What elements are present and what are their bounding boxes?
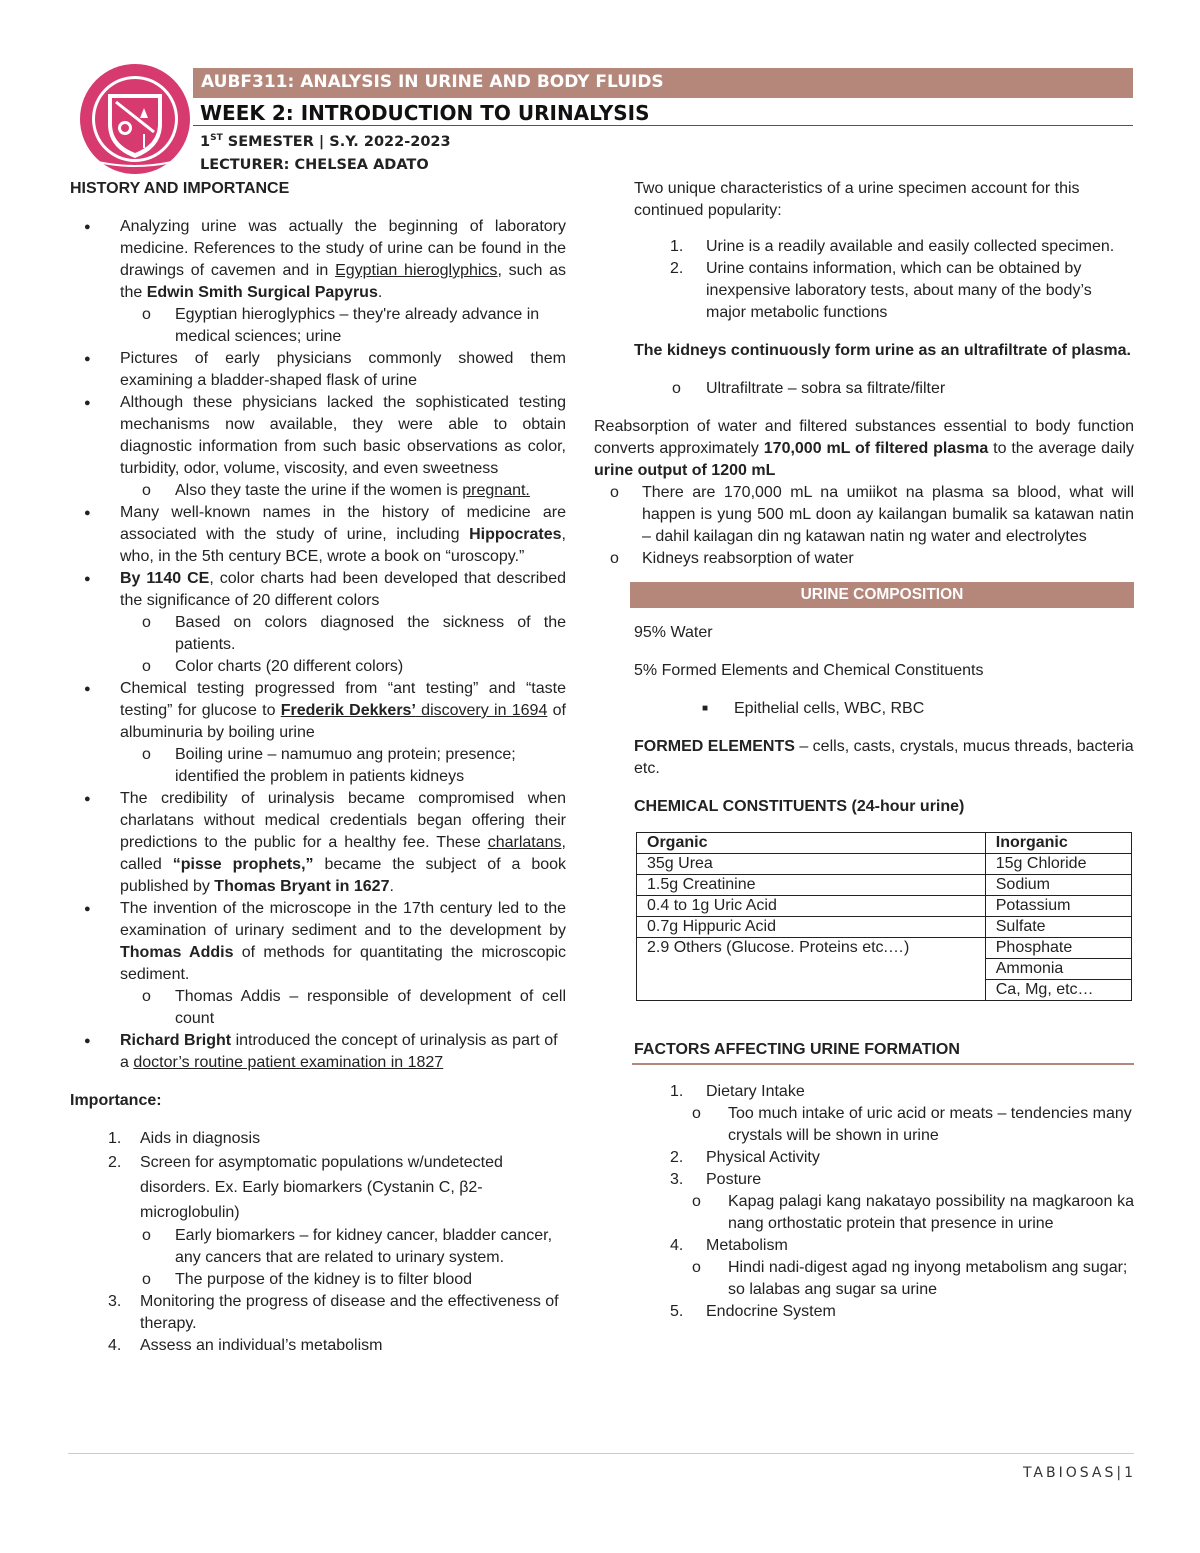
- table-cell: 0.4 to 1g Uric Acid: [637, 896, 986, 917]
- list-item: o Thomas Addis – responsible of development of cell count: [70, 986, 566, 1030]
- table-cell: 35g Urea: [637, 854, 986, 875]
- semester-info: 1ST SEMESTER | S.Y. 2022-2023: [200, 133, 451, 150]
- table-cell: Ca, Mg, etc…: [985, 980, 1131, 1001]
- urine-composition-bar: URINE COMPOSITION: [630, 582, 1134, 608]
- list-item: 1. Dietary Intake: [670, 1083, 805, 1100]
- list-item: 2. Screen for asymptomatic populations w/undetected disorders. Ex. Early biomarkers (Cystanin C, β2-microglobulin): [108, 1154, 503, 1221]
- table-header-inorganic: Inorganic: [985, 833, 1131, 854]
- list-item: o Kidneys reabsorption of water: [610, 550, 854, 567]
- list-item: 3. Monitoring the progress of disease and the effectiveness of therapy.: [108, 1293, 559, 1332]
- list-item: o There are 170,000 mL na umiikot na plasma sa blood, what will happen is yung 500 mL doon ay kailangan bumalik sa katawan natin – dahil kailagan din ng katawan natin ng water and electrolytes: [610, 484, 1134, 545]
- list-item: 4. Assess an individual’s metabolism: [108, 1337, 383, 1354]
- table-header-organic: Organic: [637, 833, 986, 854]
- lecturer-info: LECTURER: CHELSEA ADATO: [200, 157, 429, 173]
- table-cell: Potassium: [985, 896, 1131, 917]
- list-item: 4. Metabolism: [670, 1237, 788, 1254]
- table-cell: 1.5g Creatinine: [637, 875, 986, 896]
- formed-elements-definition: FORMED ELEMENTS – cells, casts, crystals, mucus threads, bacteria etc.: [634, 738, 1134, 777]
- list-item: ● The credibility of urinalysis became compromised when charlatans without medical credentials began offering their predictions to the public for a healthy fee. These charlatans, called “pisse prophets,” became the subject of a book published by Thomas Bryant in 1627.: [70, 788, 566, 898]
- list-item: 5. Endocrine System: [670, 1303, 836, 1320]
- chemical-constituents-table: [636, 832, 1132, 1001]
- table-cell: Phosphate: [985, 938, 1131, 959]
- footer-author: TABIOSAS: [1022, 1465, 1117, 1481]
- list-item: ● Chemical testing progressed from “ant testing” and “taste testing” for glucose to Frederik Dekkers’ discovery in 1694 of albuminuria by boiling urine: [70, 678, 566, 744]
- page-header: [0, 0, 1200, 180]
- list-item: o Early biomarkers – for kidney cancer, bladder cancer, any cancers that are related to urinary system.: [70, 1225, 566, 1269]
- list-item: 2. Physical Activity: [670, 1149, 820, 1166]
- page-number: 1: [1124, 1465, 1136, 1481]
- list-item: 3. Posture: [670, 1171, 762, 1188]
- list-item: o Kapag palagi kang nakatayo possibility na magkaroon ka nang orthostatic protein that presence in urine: [692, 1193, 1134, 1232]
- importance-list: [70, 1128, 566, 1357]
- right-column: [594, 178, 1134, 1323]
- kidneys-statement: The kidneys continuously form urine as an ultrafiltrate of plasma.: [634, 342, 1131, 359]
- list-item: ● Many well-known names in the history of medicine are associated with the study of urine, including Hippocrates, who, in the 5th century BCE, wrote a book on “uroscopy.”: [70, 502, 566, 568]
- list-item: ● The invention of the microscope in the 17th century led to the examination of urinary sediment and to the development by Thomas Addis of methods for quantitating the microscopic sediment.: [70, 898, 566, 986]
- list-item: 1. Aids in diagnosis: [108, 1130, 261, 1147]
- list-item: o Hindi nadi-digest agad ng inyong metabolism ang sugar; so lalabas ang sugar sa urine: [692, 1259, 1128, 1298]
- history-heading: HISTORY AND IMPORTANCE: [70, 180, 290, 197]
- course-title: AUBF311: ANALYSIS IN URINE AND BODY FLUIDS: [201, 72, 664, 92]
- list-item: o Also they taste the urine if the women is pregnant.: [70, 480, 566, 502]
- page-footer: TABIOSAS|1: [1022, 1465, 1136, 1481]
- list-item: ● Richard Bright introduced the concept of urinalysis as part of a doctor’s routine patient examination in 1827: [70, 1030, 566, 1074]
- formed-sub-item: ■ Epithelial cells, WBC, RBC: [702, 700, 925, 717]
- title-divider: [193, 125, 1133, 126]
- characteristics-list: [594, 236, 1134, 324]
- week-title: WEEK 2: INTRODUCTION TO URINALYSIS: [200, 101, 650, 125]
- formed-percentage: 5% Formed Elements and Chemical Constituents: [634, 662, 984, 679]
- table-cell: 0.7g Hippuric Acid: [637, 917, 986, 938]
- course-title-bar: [193, 68, 1133, 98]
- history-list: [70, 216, 566, 1074]
- factors-heading: FACTORS AFFECTING URINE FORMATION: [634, 1041, 960, 1058]
- list-item: o The purpose of the kidney is to filter blood: [70, 1269, 566, 1291]
- table-cell: Sulfate: [985, 917, 1131, 938]
- list-item: o Egyptian hieroglyphics – they're already advance in medical sciences; urine: [70, 304, 566, 348]
- list-item: 1. Urine is a readily available and easily collected specimen.: [670, 238, 1115, 255]
- importance-heading: Importance:: [70, 1092, 162, 1109]
- list-item: o Boiling urine – namumuo ang protein; presence; identified the problem in patients kidneys: [70, 744, 566, 788]
- left-column: [70, 178, 566, 1357]
- factors-list: [594, 1081, 1134, 1323]
- intro-paragraph: Two unique characteristics of a urine specimen account for this continued popularity:: [634, 180, 1080, 219]
- table-cell: 2.9 Others (Glucose. Proteins etc.…): [637, 938, 986, 1001]
- list-item: ● By 1140 CE, color charts had been developed that described the significance of 20 different colors: [70, 568, 566, 612]
- ultrafiltrate-note: o Ultrafiltrate – sobra sa filtrate/filter: [672, 380, 946, 397]
- list-item: ● Although these physicians lacked the sophisticated testing mechanisms now available, they were able to obtain diagnostic information from such basic observations as color, turbidity, odor, volume, viscosity, and even sweetness: [70, 392, 566, 480]
- water-percentage: 95% Water: [634, 624, 713, 641]
- list-item: ● Analyzing urine was actually the beginning of laboratory medicine. References to the study of urine can be found in the drawings of cavemen and in Egyptian hieroglyphics, such as the Edwin Smith Surgical Papyrus.: [70, 216, 566, 304]
- reabsorption-notes: [594, 482, 1134, 570]
- table-cell: Sodium: [985, 875, 1131, 896]
- list-item: ● Pictures of early physicians commonly showed them examining a bladder-shaped flask of urine: [70, 348, 566, 392]
- footer-divider: [68, 1453, 1134, 1454]
- list-item: o Color charts (20 different colors): [70, 656, 566, 678]
- table-cell: Ammonia: [985, 959, 1131, 980]
- reabsorption-paragraph: Reabsorption of water and filtered substances essential to body function converts approximately 170,000 mL of filtered plasma to the average daily urine output of 1200 mL: [594, 418, 1134, 479]
- chemical-constituents-heading: CHEMICAL CONSTITUENTS (24-hour urine): [634, 798, 965, 815]
- list-item: o Based on colors diagnosed the sickness of the patients.: [70, 612, 566, 656]
- list-item: 2. Urine contains information, which can be obtained by inexpensive laboratory tests, about many of the body’s major metabolic functions: [670, 260, 1092, 321]
- table-cell: 15g Chloride: [985, 854, 1131, 875]
- factors-underline: [632, 1063, 1134, 1065]
- university-seal-icon: [78, 62, 192, 176]
- list-item: o Too much intake of uric acid or meats – tendencies many crystals will be shown in urine: [692, 1105, 1132, 1144]
